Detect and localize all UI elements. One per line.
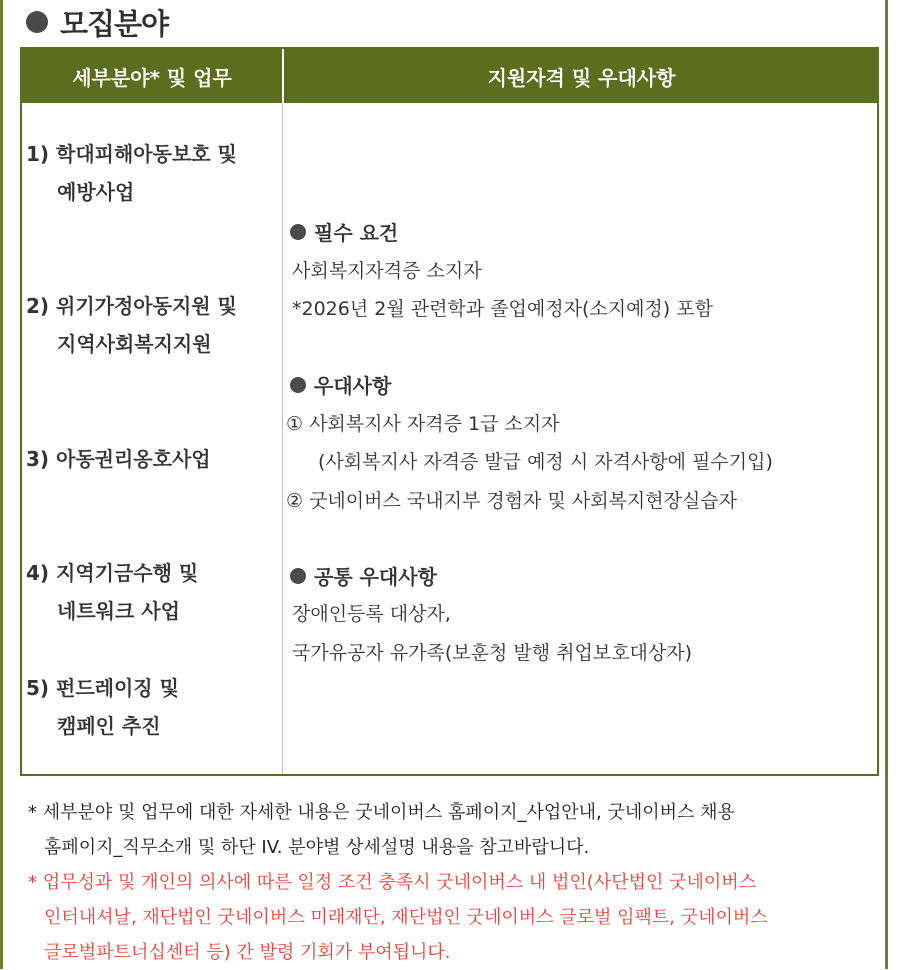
required-line: *2026년 2월 관련학과 졸업예정자(소지예정) 포함	[292, 298, 713, 320]
preferred-line: ② 굿네이버스 국내지부 경험자 및 사회복지현장실습자	[286, 490, 738, 512]
required-line: 사회복지자격증 소지자	[292, 260, 482, 282]
notes	[28, 795, 868, 970]
required-heading-label: 필수 요건	[314, 221, 399, 245]
bullet-icon	[26, 11, 48, 33]
bullet-icon	[290, 377, 306, 393]
bullet-icon	[290, 568, 306, 584]
field-item-line: 지역사회복지지원	[57, 332, 212, 356]
section-title: 모집분야	[60, 6, 169, 41]
note-general	[28, 795, 868, 865]
header-qualification: 지원자격 및 우대사항	[487, 65, 676, 90]
field-item-3	[26, 440, 211, 478]
preferred-line: ① 사회복지사 자격증 1급 소지자	[286, 413, 560, 435]
field-item-2	[26, 287, 237, 363]
common-heading	[290, 561, 437, 590]
preferred-heading-label: 우대사항	[314, 374, 392, 398]
preferred-heading	[290, 370, 391, 399]
common-line: 장애인등록 대상자,	[292, 603, 451, 625]
bullet-icon	[290, 224, 306, 240]
field-item-4	[26, 554, 198, 630]
preferred-line: (사회복지사 자격증 발급 예정 시 자격사항에 필수기입)	[318, 451, 773, 473]
note-line: 홈페이지_직무소개 및 하단 IV. 분야별 상세설명 내용을 참고바랍니다.	[44, 837, 590, 858]
field-item-line: 예방사업	[57, 180, 135, 204]
field-item-line: 1) 학대피해아동보호 및	[26, 142, 237, 166]
field-item-line: 2) 위기가정아동지원 및	[26, 294, 237, 318]
note-line: * 세부분야 및 업무에 대한 자세한 내용은 굿네이버스 홈페이지_사업안내, 굿네이버스 채용	[28, 802, 735, 823]
note-transfer	[28, 865, 868, 970]
field-item-line: 3) 아동권리옹호사업	[26, 447, 211, 471]
page-frame-right	[885, 0, 888, 969]
field-item-line: 캠페인 추진	[57, 714, 161, 738]
note-line: * 업무성과 및 개인의 의사에 따른 일정 조건 충족시 굿네이버스 내 법인(사단법인 굿네이버스	[28, 872, 757, 893]
note-line: 인터내셔날, 재단법인 굿네이버스 미래재단, 재단법인 굿네이버스 글로벌 임팩트, 굿네이버스	[44, 907, 768, 928]
note-line: 글로벌파트너십센터 등) 간 발령 기회가 부여됩니다.	[44, 942, 451, 963]
field-item-1	[26, 135, 237, 211]
table-header	[22, 49, 877, 103]
field-item-line: 5) 펀드레이징 및	[26, 676, 179, 700]
field-item-line: 4) 지역기금수행 및	[26, 561, 199, 585]
common-line: 국가유공자 유가족(보훈청 발행 취업보호대상자)	[292, 642, 693, 664]
column-divider	[282, 49, 283, 774]
required-heading	[290, 217, 398, 246]
recruitment-table	[20, 47, 879, 776]
section-heading	[26, 2, 168, 42]
header-field-duty: 세부분야* 및 업무	[72, 65, 232, 90]
page-frame-left	[0, 0, 3, 969]
common-heading-label: 공통 우대사항	[314, 565, 437, 589]
field-item-5	[26, 669, 179, 745]
field-item-line: 네트워크 사업	[57, 599, 180, 623]
